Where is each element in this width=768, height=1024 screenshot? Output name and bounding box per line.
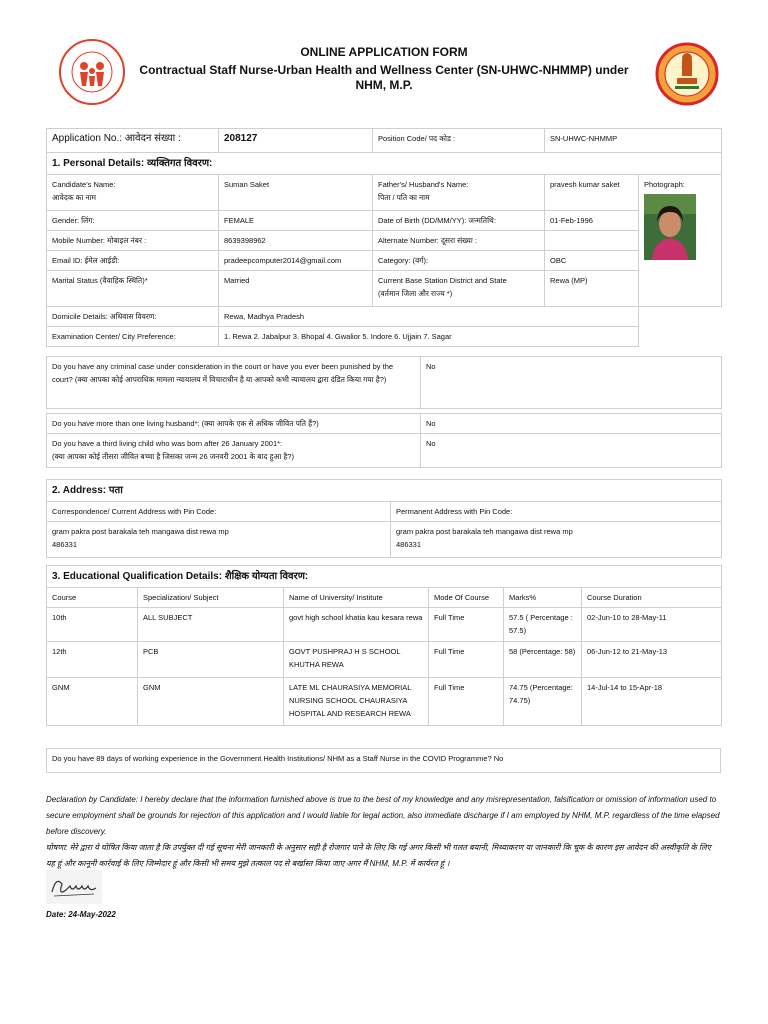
edu-cell: LATE ML CHAURASIYA MEMORIAL NURSING SCHOOL CHAURASIYA HOSPITAL AND RESEARCH REWA [284, 678, 429, 726]
edu-cell: Full Time [429, 678, 504, 726]
table-row [47, 608, 722, 642]
third-child-question: Do you have a third living child who was born after 26 January 2001*: (क्या आपका कोई तीसरा जीवित बच्चा है जिसका जन्म 26 जनवरी 2001 के बाद हुआ है?) [47, 434, 421, 468]
third-child-answer: No [421, 434, 722, 468]
gender-label: Gender: लिंग: [47, 211, 219, 231]
edu-cell: Full Time [429, 608, 504, 642]
edu-cell: 74.75 (Percentage: 74.75) [504, 678, 582, 726]
gender-value: FEMALE [219, 211, 373, 231]
husband-question: Do you have more than one living husband*: (क्या आपके एक से अधिक जीवित पति हैं?) [47, 414, 421, 434]
father-name-value: pravesh kumar saket [545, 175, 639, 211]
edu-header-duration: Course Duration [582, 588, 722, 608]
edu-header-course: Course [47, 588, 138, 608]
husband-answer: No [421, 414, 722, 434]
candidate-signature [46, 870, 102, 904]
edu-cell: 58 (Percentage: 58) [504, 642, 582, 678]
photograph-cell [639, 175, 722, 307]
edu-header-marks: Marks% [504, 588, 582, 608]
edu-cell: Full Time [429, 642, 504, 678]
permanent-address-label: Permanent Address with Pin Code: [391, 502, 722, 522]
permanent-address-value: gram pakra post barakala teh mangawa dist rewa mp 486331 [391, 522, 722, 558]
declaration-hindi: घोषणा: मेरे द्वारा ये घोषित किया जाता है कि उपर्युक्त दी गई सूचना मेरी जानकारी के अनुसार सही है रोजगार पाने के लिए कि गई अगर किसी भी गलत बयानी, मिथ्याकरण या जानकारी कि चूक के कारण इस आवेदन की अस्वीकृति के लिए यह हूं और कानूनी कार्रवाई के लिए जिम्मेदार हूं और किसी भी समय मुझे तत्काल पद से बर्खास्त किया जाए अगर मैं NHM, M.P. में कार्यरत हूं । [46, 843, 711, 868]
declaration-questions-table [46, 413, 722, 468]
photograph-label: Photograph: [644, 180, 685, 189]
mobile-label: Mobile Number: मोबाइल नंबर : [47, 231, 219, 251]
education-heading: 3. Educational Qualification Details: शैक्षिक योग्यता विवरण: [47, 566, 722, 588]
dob-label: Date of Birth (DD/MM/YY): जन्मतिथि: [373, 211, 545, 231]
declaration-date: Date: 24-May-2022 [46, 910, 116, 919]
edu-header-institute: Name of University/ Institute [284, 588, 429, 608]
education-table [46, 565, 722, 726]
domicile-value: Rewa, Madhya Pradesh [219, 307, 639, 327]
application-no-label: Application No.: आवेदन संख्या : [47, 129, 219, 153]
dob-value: 01-Feb-1996 [545, 211, 639, 231]
marital-status-label: Marital Status (वैवाहिक स्थिति)* [47, 271, 219, 307]
position-code-value: SN-UHWC-NHMMP [545, 129, 722, 153]
address-heading: 2. Address: पता [47, 480, 722, 502]
base-station-value: Rewa (MP) [545, 271, 639, 307]
marital-status-value: Married [219, 271, 373, 307]
edu-cell: 10th [47, 608, 138, 642]
edu-header-specialization: Specialization/ Subject [138, 588, 284, 608]
edu-cell: PCB [138, 642, 284, 678]
table-row [47, 642, 722, 678]
father-name-label: Father's/ Husband's Name: पिता / पति का नाम [373, 175, 545, 211]
form-subtitle: Contractual Staff Nurse-Urban Health and Wellness Center (SN-UHWC-NHMMP) under NHM, M.P. [139, 63, 629, 92]
edu-cell: govt high school khatia kau kesara rewa [284, 608, 429, 642]
exam-center-value: 1. Rewa 2. Jabalpur 3. Bhopal 4. Gwalior 5. Indore 6. Ujjain 7. Sagar [219, 327, 639, 347]
edu-cell: GNM [138, 678, 284, 726]
personal-details-heading: 1. Personal Details: व्यक्तिगत विवरण: [47, 153, 722, 175]
criminal-case-answer: No [421, 357, 722, 409]
correspondence-address-value: gram pakra post barakala teh mangawa dist rewa mp 486331 [47, 522, 391, 558]
position-code-label: Position Code/ पद कोड : [373, 129, 545, 153]
mp-emblem-logo [655, 42, 719, 106]
mobile-value: 8639398962 [219, 231, 373, 251]
edu-cell: GOVT PUSHPRAJ H S SCHOOL KHUTHA REWA [284, 642, 429, 678]
edu-cell: ALL SUBJECT [138, 608, 284, 642]
personal-details-table [46, 128, 722, 347]
category-value: OBC [545, 251, 639, 271]
covid-experience-statement: Do you have 89 days of working experience in the Government Health Institutions/ NHM as a Staff Nurse in the COVID Programme? No [47, 749, 721, 773]
experience-table [46, 748, 721, 773]
edu-cell: GNM [47, 678, 138, 726]
edu-cell: 02-Jun-10 to 28-May-11 [582, 608, 722, 642]
alternate-number-label: Alternate Number: दूसरा संख्या : [373, 231, 545, 251]
correspondence-address-label: Correspondence/ Current Address with Pin Code: [47, 502, 391, 522]
edu-header-mode: Mode Of Course [429, 588, 504, 608]
candidate-name-label: Candidate's Name: आवेदक का नाम [47, 175, 219, 211]
candidate-photo [644, 194, 696, 260]
application-no-value: 208127 [219, 129, 373, 153]
base-station-label: Current Base Station District and State (वर्तमान जिला और राज्य *) [373, 271, 545, 307]
edu-cell: 12th [47, 642, 138, 678]
criminal-case-table [46, 356, 722, 409]
table-row [47, 678, 722, 726]
page-header [0, 0, 768, 120]
edu-cell: 06-Jun-12 to 21-May-13 [582, 642, 722, 678]
email-value: pradeepcomputer2014@gmail.com [219, 251, 373, 271]
declaration-english: Declaration by Candidate: I hereby declare that the information furnished above is true to the best of my knowledge and any misrepresentation, falsification or omission of information used to secure employment shall be grounds for rejection of this application and I would liable for legal action, also immediate discharge if I am employed by NHM, M.P. regardless of the time elapsed before discovery. [46, 795, 720, 836]
candidate-name-value: Suman Saket [219, 175, 373, 211]
address-table [46, 479, 722, 558]
domicile-label: Domicile Details: अधिवास विवरण: [47, 307, 219, 327]
category-label: Category: (वर्ग): [373, 251, 545, 271]
declaration [46, 792, 721, 872]
alternate-number-value [545, 231, 639, 251]
email-label: Email ID: ईमेल आईडी: [47, 251, 219, 271]
edu-cell: 14-Jul-14 to 15-Apr-18 [582, 678, 722, 726]
form-title: ONLINE APPLICATION FORM [300, 45, 468, 59]
edu-cell: 57.5 ( Percentage : 57.5) [504, 608, 582, 642]
exam-center-label: Examination Center/ City Preference: [47, 327, 219, 347]
criminal-case-question: Do you have any criminal case under consideration in the court or have you ever been punished by the court? (क्या आपका कोई आपराधिक मामला न्यायालय में विचाराधीन है या आपको कभी न्यायालय द्वारा दंडित किया गया है?) [47, 357, 421, 409]
